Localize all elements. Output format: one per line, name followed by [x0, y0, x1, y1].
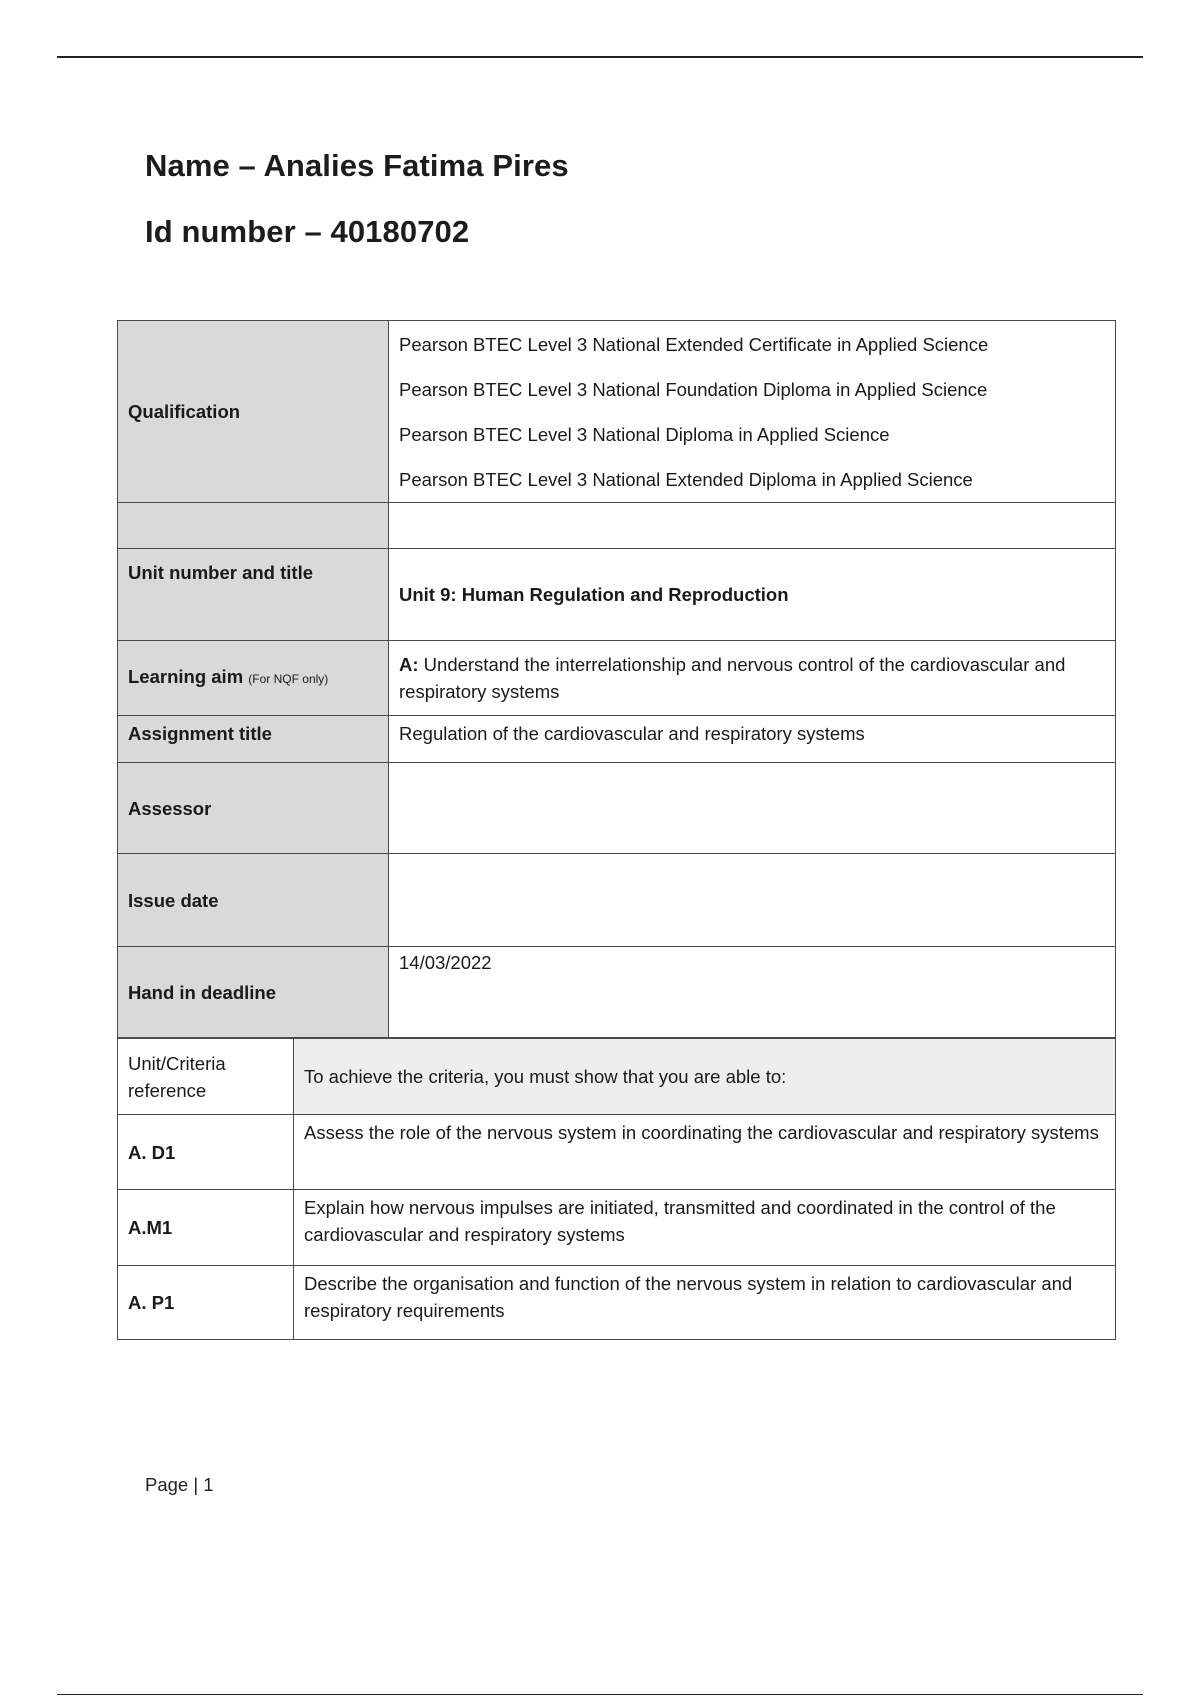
qualification-line: Pearson BTEC Level 3 National Extended Diploma in Applied Science — [399, 468, 973, 490]
issue-date-label: Issue date — [118, 854, 389, 947]
learning-aim-value — [389, 641, 1116, 716]
deadline-value: 14/03/2022 — [389, 947, 1116, 1038]
criteria-row — [118, 1190, 1116, 1266]
learning-aim-text: Understand the interrelationship and nervous control of the cardiovascular and respiratory systems — [399, 654, 1066, 702]
blank-row — [118, 503, 1116, 549]
criteria-text: Assess the role of the nervous system in coordinating the cardiovascular and respiratory systems — [294, 1115, 1116, 1190]
unit-row — [118, 549, 1116, 641]
deadline-label: Hand in deadline — [118, 947, 389, 1038]
blank-label — [118, 503, 389, 549]
footer-rule — [57, 1694, 1143, 1695]
learning-aim-label — [118, 641, 389, 716]
blank-value — [389, 503, 1116, 549]
assignment-value: Regulation of the cardiovascular and respiratory systems — [389, 716, 1116, 763]
qualification-line: Pearson BTEC Level 3 National Foundation Diploma in Applied Science — [399, 378, 988, 400]
criteria-text: Explain how nervous impulses are initiated, transmitted and coordinated in the control of the cardiovascular and respiratory systems — [294, 1190, 1116, 1266]
criteria-text-header: To achieve the criteria, you must show that you are able to: — [294, 1039, 1116, 1115]
learning-aim-note: (For NQF only) — [248, 672, 329, 686]
issue-date-value — [389, 854, 1116, 947]
learning-aim-label-text: Learning aim — [128, 666, 244, 687]
criteria-header-row — [118, 1039, 1116, 1115]
qualification-line: Pearson BTEC Level 3 National Diploma in Applied Science — [399, 423, 890, 445]
assessor-row — [118, 763, 1116, 854]
qualification-values — [389, 321, 1116, 503]
student-name: Name – Analies Fatima Pires — [145, 148, 569, 183]
criteria-ref: A. P1 — [118, 1266, 294, 1340]
criteria-row — [118, 1266, 1116, 1340]
criteria-ref: A. D1 — [118, 1115, 294, 1190]
assignment-info-table — [117, 320, 1116, 1038]
assignment-row — [118, 716, 1116, 763]
assignment-label: Assignment title — [118, 716, 389, 763]
criteria-ref: A.M1 — [118, 1190, 294, 1266]
student-id: Id number – 40180702 — [145, 214, 470, 249]
criteria-table — [117, 1038, 1116, 1340]
learning-aim-row — [118, 641, 1116, 716]
qualification-line: Pearson BTEC Level 3 National Extended Certificate in Applied Science — [399, 333, 989, 355]
qualification-label: Qualification — [118, 321, 389, 503]
assessor-value — [389, 763, 1116, 854]
unit-label: Unit number and title — [118, 549, 389, 641]
learning-aim-prefix: A: — [399, 654, 419, 675]
page-number: Page | 1 — [145, 1474, 214, 1495]
issue-date-row — [118, 854, 1116, 947]
criteria-ref-header: Unit/Criteria reference — [118, 1039, 294, 1115]
assessor-label: Assessor — [118, 763, 389, 854]
criteria-text: Describe the organisation and function of the nervous system in relation to cardiovascular and respiratory requirements — [294, 1266, 1116, 1340]
deadline-row — [118, 947, 1116, 1038]
unit-value: Unit 9: Human Regulation and Reproduction — [389, 549, 1116, 641]
qualification-row — [118, 321, 1116, 503]
criteria-row — [118, 1115, 1116, 1190]
header-rule — [57, 56, 1143, 58]
